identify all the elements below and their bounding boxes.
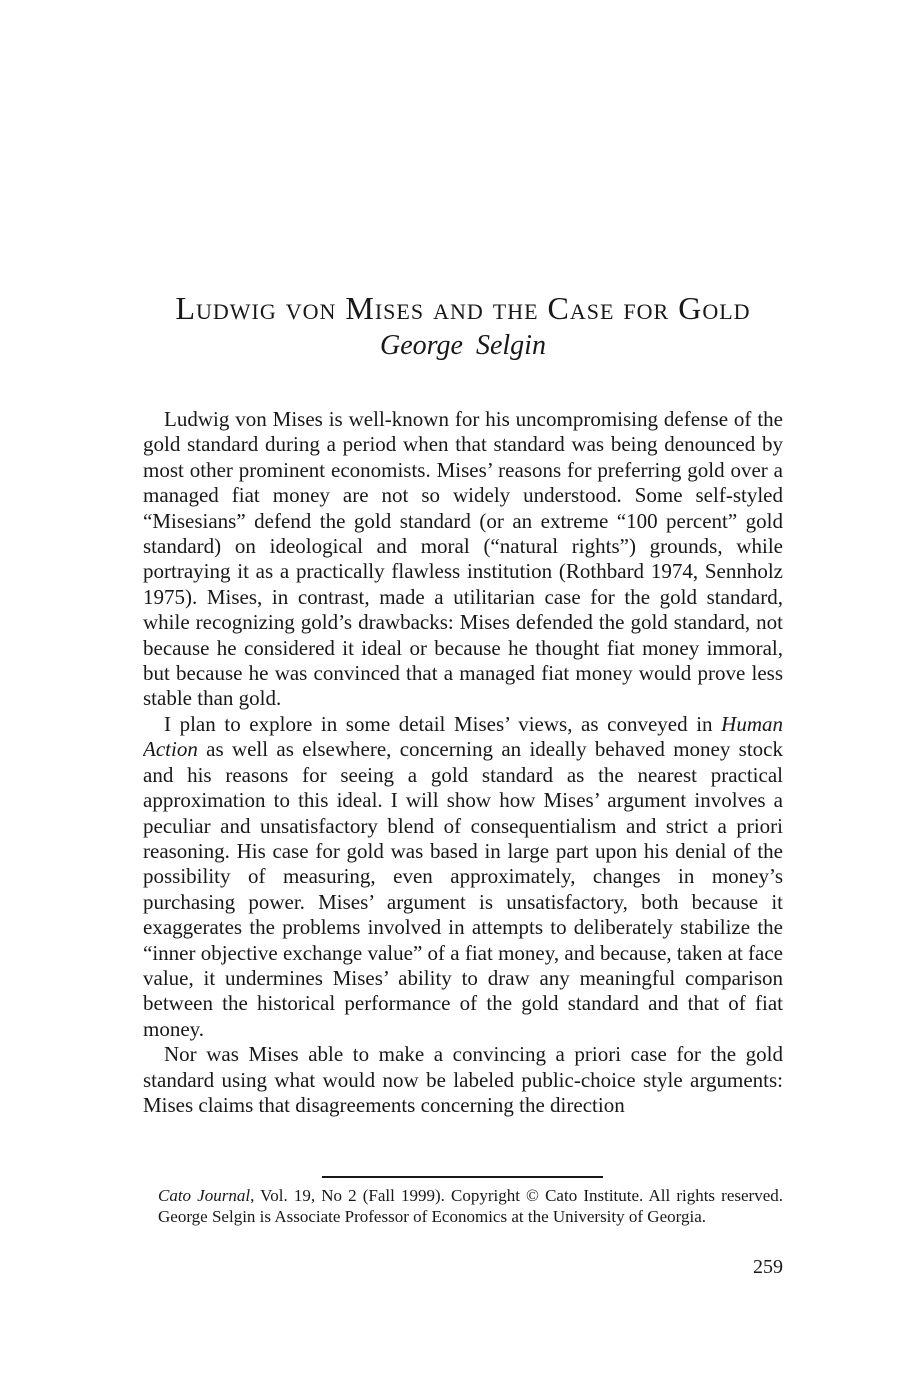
paragraph-3: Nor was Mises able to make a convincing a priori case for the gold standard using what would now be labeled public-choice style arguments: Mises claims that disagreements concerning the direction: [143, 1042, 783, 1117]
page-number: 259: [753, 1256, 783, 1278]
paragraph-1: Ludwig von Mises is well-known for his uncompromising defense of the gold standard during a period when that standard was being denounced by most other prominent economists. Mises’ reasons for preferring gold over a managed fiat money are not so widely understood. Some self-styled “Misesians” defend the gold standard (or an extreme “100 percent” gold standard) on ideological and moral (“natural rights”) grounds, while portraying it as a practically flawless institution (Rothbard 1974, Sennholz 1975). Mises, in contrast, made a utilitarian case for the gold standard, while recognizing gold’s drawbacks: Mises defended the gold standard, not because he considered it ideal or because he thought fiat money immoral, but because he was convinced that a managed fiat money would prove less stable than gold.: [143, 407, 783, 711]
article-title: Ludwig von Mises and the Case for Gold: [175, 290, 751, 326]
article-body: [143, 407, 783, 1159]
paragraph-2: [143, 712, 783, 1042]
paragraph-2-rest: as well as elsewhere, concerning an ideally behaved money stock and his reasons for seeing a gold standard as the nearest practical approximation to this ideal. I will show how Mises’ argument involves a peculiar and unsatisfactory blend of consequentialism and strict a priori reasoning. His case for gold was based in large part upon his denial of the possibility of measuring, even approximately, changes in money’s purchasing power. Mises’ argument is unsatisfactory, both because it exaggerates the problems involved in attempts to deliberately stabilize the “inner objective exchange value” of a fiat money, and because, taken at face value, it undermines Mises’ ability to draw any meaningful comparison between the historical performance of the gold standard and that of fiat money.: [143, 737, 783, 1041]
article-author: George Selgin: [380, 330, 546, 361]
footnote-separator-rule: [322, 1176, 603, 1178]
footnote-text: , Vol. 19, No 2 (Fall 1999). Copyright © Cato Institute. All rights reserved. George Selgin is Associate Professor of Economics at the University of Georgia.: [158, 1186, 783, 1226]
paragraph-2-lead: I plan to explore in some detail Mises’ views, as conveyed in: [164, 711, 722, 736]
book-title-human-action: Human Action: [143, 711, 783, 762]
footnote-journal-name: Cato Journal: [158, 1186, 251, 1205]
footnote: [158, 1186, 783, 1227]
